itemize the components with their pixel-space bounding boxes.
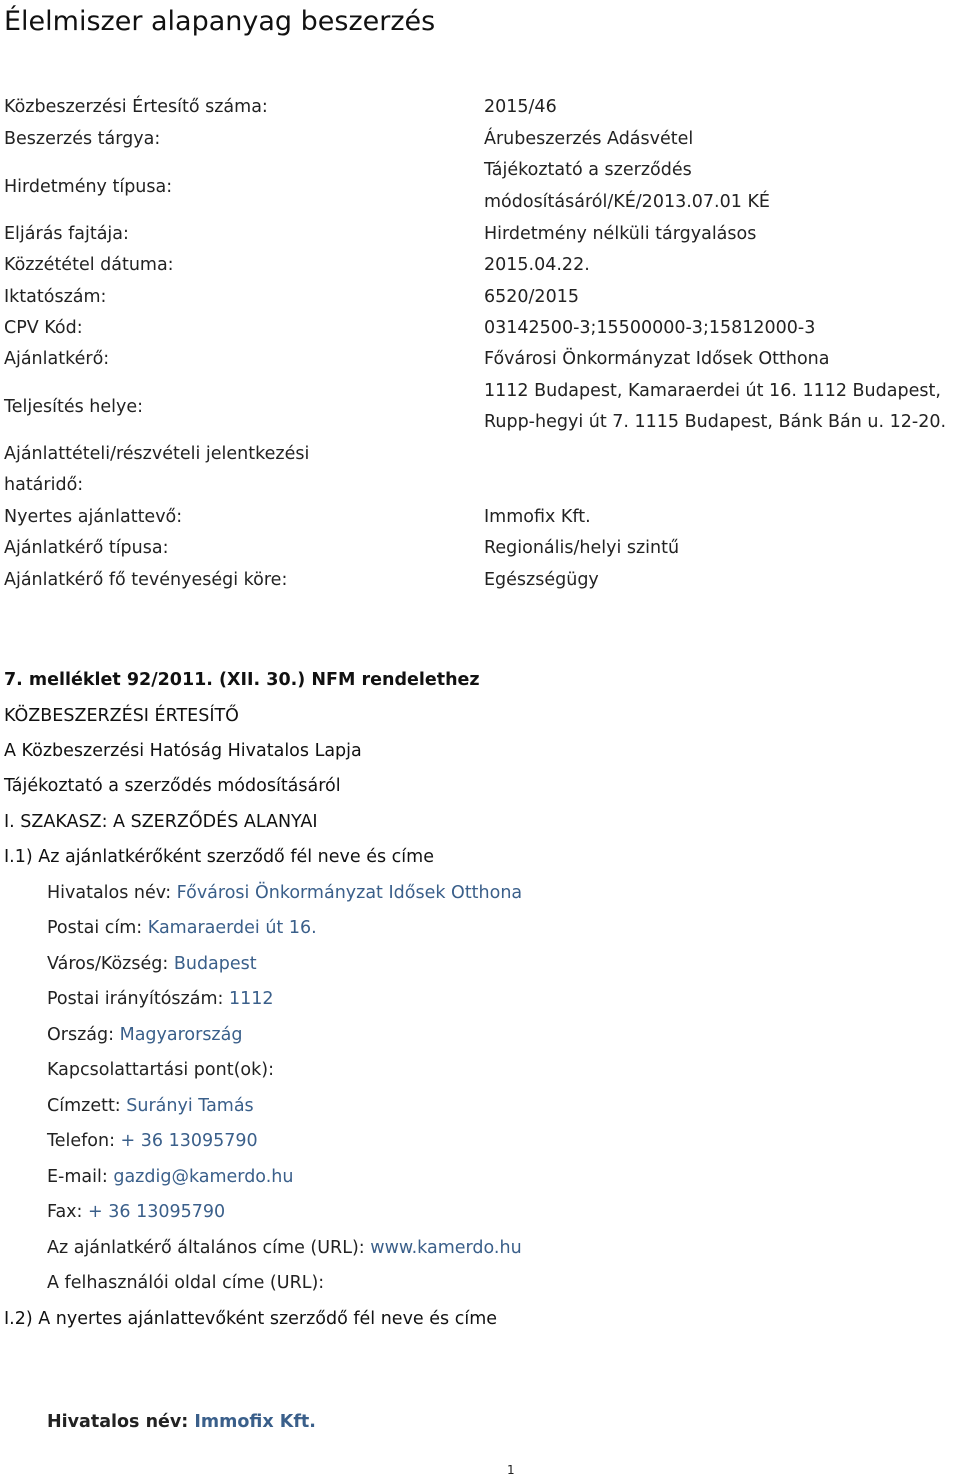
field-label: Kapcsolattartási pont(ok):	[47, 1060, 274, 1080]
field-value: Immofix Kft.	[194, 1412, 316, 1432]
field-label: A felhasználói oldal címe (URL):	[47, 1273, 325, 1293]
meta-label-kozzetetel: Közzététel dátuma:	[4, 255, 174, 275]
field-label: Postai irányítószám:	[47, 989, 224, 1009]
meta-label-ertesito: Közbeszerzési Értesítő száma:	[4, 97, 268, 117]
field-postai-cim	[47, 918, 317, 938]
meta-value-ajanlatkero: Fővárosi Önkormányzat Idősek Otthona	[484, 349, 830, 369]
field-email	[47, 1167, 293, 1187]
meta-label-ajanlatkero: Ajánlatkérő:	[4, 349, 110, 369]
gazette-name: KÖZBESZERZÉSI ÉRTESÍTŐ	[4, 706, 239, 726]
meta-label-iktato: Iktatószám:	[4, 287, 107, 307]
field-value: Fővárosi Önkormányzat Idősek Otthona	[176, 883, 523, 903]
meta-value-iktato: 6520/2015	[484, 287, 579, 307]
field-value: Kamaraerdei út 16.	[147, 918, 317, 938]
meta-value-ertesito: 2015/46	[484, 97, 557, 117]
field-label: Ország:	[47, 1025, 115, 1045]
meta-value-teljesites-2: Rupp-hegyi út 7. 1115 Budapest, Bánk Bán u. 12-20.	[484, 412, 947, 432]
meta-value-kozzetetel: 2015.04.22.	[484, 255, 590, 275]
field-kapcsolattartas	[47, 1060, 274, 1080]
meta-label-kor: Ajánlatkérő fő tevényeségi köre:	[4, 570, 288, 590]
field-label: E-mail:	[47, 1167, 108, 1187]
meta-value-eljaras: Hirdetmény nélküli tárgyalásos	[484, 224, 757, 244]
meta-label-hirdetmeny: Hirdetmény típusa:	[4, 177, 173, 197]
field-orszag	[47, 1025, 242, 1045]
field-felhasznaloi-url	[47, 1273, 324, 1293]
field-label: Címzett:	[47, 1096, 121, 1116]
field-label: Postai cím:	[47, 918, 143, 938]
field-iranyitoszam	[47, 989, 274, 1009]
field-label: Hivatalos név:	[47, 1412, 189, 1432]
notice-title: Tájékoztató a szerződés módosításáról	[4, 776, 341, 796]
section-heading: I. SZAKASZ: A SZERZŐDÉS ALANYAI	[4, 812, 318, 832]
meta-label-cpv: CPV Kód:	[4, 318, 83, 338]
field-url	[47, 1238, 522, 1258]
field-value: Surányi Tamás	[126, 1096, 254, 1116]
field-hivatalos-nev	[47, 883, 522, 903]
annex-heading	[4, 670, 480, 690]
field-cimzett	[47, 1096, 254, 1116]
meta-value-tipus: Regionális/helyi szintű	[484, 538, 680, 558]
meta-value-cpv: 03142500-3;15500000-3;15812000-3	[484, 318, 816, 338]
meta-value-kor: Egészségügy	[484, 570, 599, 590]
field-value: 1112	[228, 989, 274, 1009]
field-value: + 36 13095790	[120, 1131, 258, 1151]
field-label: Hivatalos név:	[47, 883, 172, 903]
field-value: + 36 13095790	[88, 1202, 226, 1222]
winner-name	[47, 1412, 316, 1432]
section-i1-heading: I.1) Az ajánlatkérőként szerződő fél neve és címe	[4, 847, 434, 867]
meta-label-teljesites: Teljesítés helye:	[4, 397, 144, 417]
field-telefon	[47, 1131, 258, 1151]
page-number: 1	[507, 1463, 515, 1477]
meta-label-nyertes: Nyertes ajánlattevő:	[4, 507, 183, 527]
page-title: Élelmiszer alapanyag beszerzés	[4, 6, 436, 37]
meta-label-hatarido-2: határidő:	[4, 475, 84, 495]
meta-value-hirdetmeny-1: Tájékoztató a szerződés	[484, 160, 692, 180]
field-varos	[47, 954, 257, 974]
field-fax	[47, 1202, 225, 1222]
meta-label-targy: Beszerzés tárgya:	[4, 129, 161, 149]
email-link[interactable]: gazdig@kamerdo.hu	[113, 1167, 294, 1187]
meta-value-hirdetmeny-2: módosításáról/KÉ/2013.07.01 KÉ	[484, 192, 770, 212]
field-label: Város/Község:	[47, 954, 169, 974]
url-link[interactable]: www.kamerdo.hu	[370, 1238, 522, 1258]
meta-value-targy: Árubeszerzés Adásvétel	[484, 129, 694, 149]
field-label: Telefon:	[47, 1131, 115, 1151]
meta-label-eljaras: Eljárás fajtája:	[4, 224, 129, 244]
field-label: Az ajánlatkérő általános címe (URL):	[47, 1238, 365, 1258]
annex-heading-text: 7. melléklet 92/2011. (XII. 30.) NFM rendelethez	[4, 670, 480, 690]
field-value: Magyarország	[119, 1025, 243, 1045]
meta-label-tipus: Ajánlatkérő típusa:	[4, 538, 169, 558]
field-label: Fax:	[47, 1202, 83, 1222]
field-value: Budapest	[173, 954, 257, 974]
section-i2-heading: I.2) A nyertes ajánlattevőként szerződő fél neve és címe	[4, 1309, 498, 1329]
meta-label-hatarido-1: Ajánlattételi/részvételi jelentkezési	[4, 444, 310, 464]
meta-value-nyertes: Immofix Kft.	[484, 507, 591, 527]
gazette-subtitle: A Közbeszerzési Hatóság Hivatalos Lapja	[4, 741, 362, 761]
meta-value-teljesites-1: 1112 Budapest, Kamaraerdei út 16. 1112 Budapest,	[484, 381, 941, 401]
